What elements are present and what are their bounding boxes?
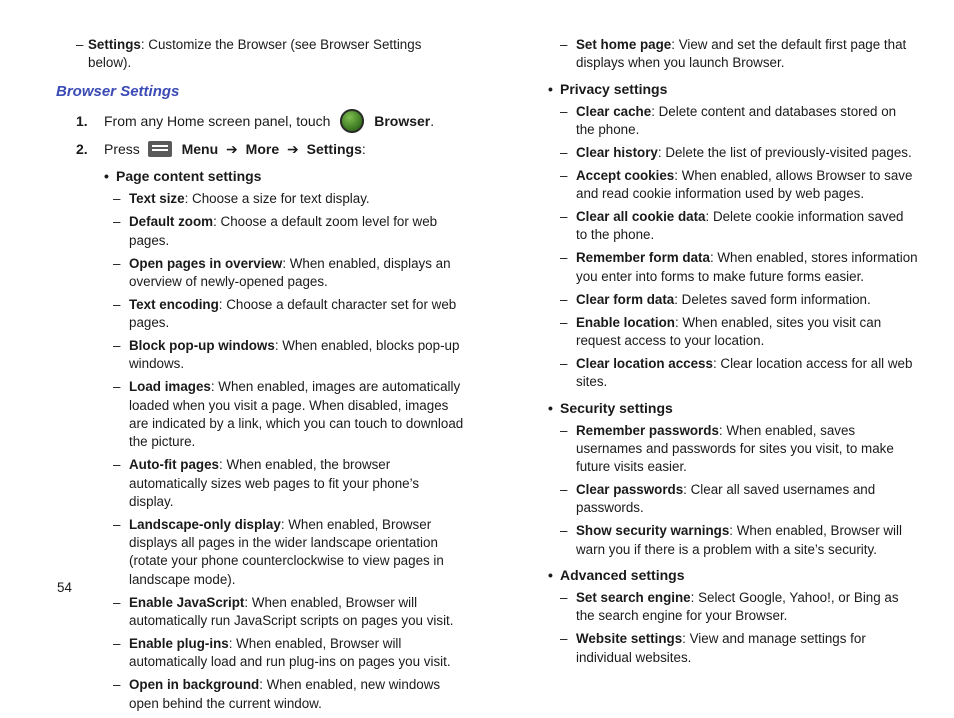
setting-item: [113, 456, 466, 511]
dash: –: [113, 457, 121, 473]
setting-term: Clear passwords: [576, 482, 684, 498]
arrow-icon: ➔: [226, 141, 238, 158]
setting-item: [113, 516, 466, 589]
dash: –: [113, 636, 121, 652]
setting-term: Block pop-up windows: [129, 338, 275, 354]
dash: –: [560, 167, 568, 183]
dash: –: [560, 422, 568, 438]
setting-desc: : When enabled, saves usernames and passwords for sites you visit, to make future visits easier.: [576, 422, 894, 475]
settings-group-title: • Privacy settings: [548, 79, 918, 99]
setting-desc: : Choose a default zoom level for web pages.: [129, 214, 438, 248]
setting-term: Enable location: [576, 314, 675, 330]
dash: –: [560, 250, 568, 266]
setting-term: Remember form data: [576, 250, 710, 266]
dash: –: [113, 516, 121, 532]
settings-group-title: • Page content settings: [104, 166, 466, 186]
setting-term: Accept cookies: [576, 167, 675, 183]
right-top-items: [548, 36, 918, 73]
step-1: [76, 110, 466, 134]
setting-item: [560, 314, 918, 351]
setting-item: [113, 676, 466, 713]
setting-desc: : View and set the default first page that displays when you launch Browser.: [576, 37, 907, 71]
setting-item: [560, 36, 918, 73]
dash: –: [113, 594, 121, 610]
setting-desc: : When enabled, images are automatically loaded when you visit a page. When disabled, images are indicated by a link, which you can touch to download the picture.: [129, 379, 464, 450]
step-text: From any Home screen panel, touch: [104, 113, 331, 129]
dash: –: [560, 209, 568, 225]
setting-desc: : Deletes saved form information.: [674, 291, 871, 307]
setting-item: [560, 522, 918, 559]
setting-item: [113, 378, 466, 451]
setting-item: [560, 422, 918, 477]
arrow-icon: ➔: [287, 141, 299, 158]
menu-key-icon: [148, 141, 172, 157]
setting-item: [113, 635, 466, 672]
page-number: 54: [57, 580, 72, 595]
step-number: 2.: [76, 141, 88, 158]
dash: –: [113, 255, 121, 271]
setting-item: [113, 594, 466, 631]
setting-item: [560, 167, 918, 204]
dash: –: [113, 191, 121, 207]
setting-term: Open pages in overview: [129, 255, 283, 271]
step-number: 1.: [76, 113, 88, 129]
setting-term: Load images: [129, 379, 211, 395]
dash: –: [560, 291, 568, 307]
setting-desc: : Delete cookie information saved to the phone.: [576, 209, 904, 243]
step-2: [76, 138, 466, 160]
setting-term: Landscape-only display: [129, 516, 281, 532]
setting-term: Clear location access: [576, 355, 713, 371]
setting-desc: : When enabled, allows Browser to save and read cookie information used by web pages.: [576, 167, 913, 202]
settings-group-title: • Advanced settings: [548, 565, 918, 585]
dash: –: [560, 590, 568, 606]
step-tail: :: [361, 141, 366, 158]
setting-term: Clear form data: [576, 291, 675, 307]
setting-desc: : Clear location access for all web sites.: [576, 355, 913, 390]
setting-desc: : Delete content and databases stored on the phone.: [576, 103, 897, 137]
dash: –: [560, 631, 568, 647]
setting-term: Clear history: [576, 144, 658, 160]
setting-term: Default zoom: [129, 214, 214, 230]
dash: –: [560, 314, 568, 330]
setting-desc: : When enabled, displays an overview of newly-opened pages.: [129, 255, 451, 289]
settings-group-title: • Security settings: [548, 398, 918, 418]
setting-item: [560, 208, 918, 245]
setting-item: [113, 190, 466, 208]
setting-item: [113, 213, 466, 250]
dash: –: [560, 523, 568, 539]
setting-desc: : When enabled, Browser displays all pages in the wider landscape orientation (rotate your phone counterclockwise to view pages in landscape mode).: [129, 516, 444, 587]
setting-term: Show security warnings: [576, 523, 730, 539]
setting-desc: : Select Google, Yahoo!, or Bing as the search engine for your Browser.: [576, 590, 899, 624]
setting-term: Text encoding: [129, 296, 219, 312]
setting-desc: : When enabled, blocks pop-up windows.: [129, 338, 460, 372]
setting-term: Clear all cookie data: [576, 209, 706, 225]
setting-desc: : Choose a size for text display.: [184, 191, 370, 207]
setting-item: [560, 144, 918, 162]
section-title: Browser Settings: [56, 83, 180, 100]
left-settings-groups: [76, 166, 466, 713]
dash: –: [113, 296, 121, 312]
setting-desc: : Clear all saved usernames and passwords.: [576, 482, 876, 516]
dash: –: [560, 37, 568, 52]
setting-item: [560, 291, 918, 309]
browser-globe-icon: [340, 109, 364, 133]
setting-term: Text size: [129, 191, 185, 207]
setting-term: Enable JavaScript: [129, 594, 245, 610]
dash: –: [560, 355, 568, 371]
setting-desc: : When enabled, Browser will automatically load and run plug-ins on pages you visit.: [129, 636, 451, 670]
right-column: [548, 36, 918, 672]
intro-desc: : Customize the Browser (see Browser Settings below).: [88, 37, 422, 70]
dash: –: [113, 677, 121, 693]
dash: –: [560, 103, 568, 119]
setting-desc: : When enabled, Browser will warn you if there is a problem with a site’s security.: [576, 523, 902, 557]
dash: –: [113, 214, 121, 230]
setting-desc: : When enabled, stores information you enter into forms to make future forms easier.: [576, 250, 918, 284]
dash: –: [113, 338, 121, 354]
setting-item: [560, 481, 918, 518]
dash: –: [560, 482, 568, 498]
more-label: More: [245, 141, 280, 158]
setting-term: Enable plug-ins: [129, 636, 229, 652]
setting-item: [560, 103, 918, 140]
setting-term: Open in background: [129, 677, 260, 693]
setting-desc: : Choose a default character set for web pages.: [129, 296, 457, 331]
setting-desc: : When enabled, new windows open behind the current window.: [129, 677, 441, 711]
setting-term: Set search engine: [576, 590, 691, 606]
intro-term: Settings: [88, 37, 141, 52]
setting-desc: : Delete the list of previously-visited pages.: [657, 144, 912, 160]
setting-term: Set home page: [576, 37, 672, 52]
setting-desc: : View and manage settings for individual websites.: [576, 631, 866, 665]
setting-desc: : When enabled, the browser automatically sizes web pages to fit your phone’s display.: [129, 457, 420, 509]
step-tail: .: [430, 113, 435, 129]
setting-item: [113, 255, 466, 292]
right-settings-groups: [548, 79, 918, 667]
setting-term: Remember passwords: [576, 422, 719, 438]
setting-desc: : When enabled, sites you visit can request access to your location.: [576, 314, 882, 348]
setting-item: [113, 296, 466, 333]
dash: –: [113, 379, 121, 395]
setting-item: [113, 337, 466, 374]
setting-desc: : When enabled, Browser will automatically run JavaScript scripts on pages you visit.: [129, 594, 454, 629]
setting-term: Website settings: [576, 631, 683, 647]
dash: –: [560, 144, 568, 160]
setting-item: [560, 355, 918, 392]
setting-item: [560, 589, 918, 626]
dash: –: [76, 37, 84, 52]
browser-label: Browser: [374, 113, 431, 129]
intro-settings-line: [76, 36, 466, 72]
setting-item: [560, 249, 918, 286]
setting-term: Auto-fit pages: [129, 457, 220, 473]
step-text: Press: [104, 141, 140, 158]
setting-term: Clear cache: [576, 103, 652, 119]
settings-label: Settings: [306, 141, 362, 158]
menu-label: Menu: [181, 141, 219, 158]
